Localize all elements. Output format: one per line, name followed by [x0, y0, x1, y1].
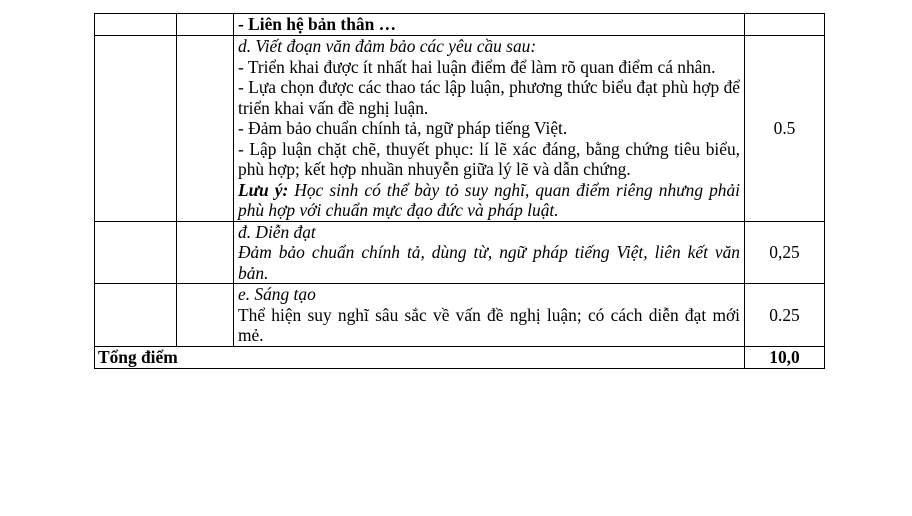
criterion-heading: đ. Diễn đạt	[238, 221, 316, 242]
score-cell	[745, 14, 825, 36]
content-cell: - Liên hệ bản thân …	[234, 14, 745, 36]
criterion-heading: d. Viết đoạn văn đảm bảo các yêu cầu sau:	[238, 36, 537, 56]
criterion-item: - Triển khai được ít nhất hai luận điểm để làm rõ quan điểm cá nhân.	[238, 56, 716, 77]
content-cell	[234, 284, 745, 347]
total-label: Tổng điểm	[95, 346, 745, 368]
question-cell	[177, 14, 234, 36]
criterion-item: - Đảm bảo chuẩn chính tả, ngữ pháp tiếng Việt.	[238, 118, 568, 138]
total-row	[95, 346, 825, 368]
grading-rubric-table	[94, 13, 825, 369]
criterion-item: - Lựa chọn được các thao tác lập luận, phương thức biểu đạt phù hợp để triển khai vấn đề nghị luận.	[238, 77, 740, 118]
table-row	[95, 284, 825, 347]
question-cell	[177, 36, 234, 222]
criterion-item: - Lập luận chặt chẽ, thuyết phục: lí lẽ xác đáng, bằng chứng tiêu biểu, phù hợp; kết hợp nhuần nhuyễn giữa lý lẽ và dẫn chứng.	[238, 138, 740, 179]
section-cell	[95, 14, 177, 36]
total-score: 10,0	[745, 346, 825, 368]
content-cell	[234, 221, 745, 284]
score-cell: 0,25	[745, 221, 825, 284]
section-cell	[95, 221, 177, 284]
criterion-heading: e. Sáng tạo	[238, 284, 316, 304]
score-cell: 0.5	[745, 36, 825, 222]
table-row	[95, 221, 825, 284]
criterion-text: Thể hiện suy nghĩ sâu sắc về vấn đề nghị luận; có cách diễn đạt mới mẻ.	[238, 304, 740, 345]
question-cell	[177, 221, 234, 284]
note-label: Lưu ý:	[238, 179, 289, 200]
table-row	[95, 14, 825, 36]
note-paragraph	[238, 180, 740, 221]
criterion-text: Đảm bảo chuẩn chính tả, dùng từ, ngữ pháp tiếng Việt, liên kết văn bản.	[238, 242, 740, 283]
question-cell	[177, 284, 234, 347]
table-row	[95, 36, 825, 222]
note-text: Học sinh có thể bày tỏ suy nghĩ, quan điểm riêng nhưng phải phù hợp với chuẩn mực đạo đức và pháp luật.	[238, 179, 740, 220]
section-cell	[95, 284, 177, 347]
content-cell	[234, 36, 745, 222]
score-cell: 0.25	[745, 284, 825, 347]
section-cell	[95, 36, 177, 222]
